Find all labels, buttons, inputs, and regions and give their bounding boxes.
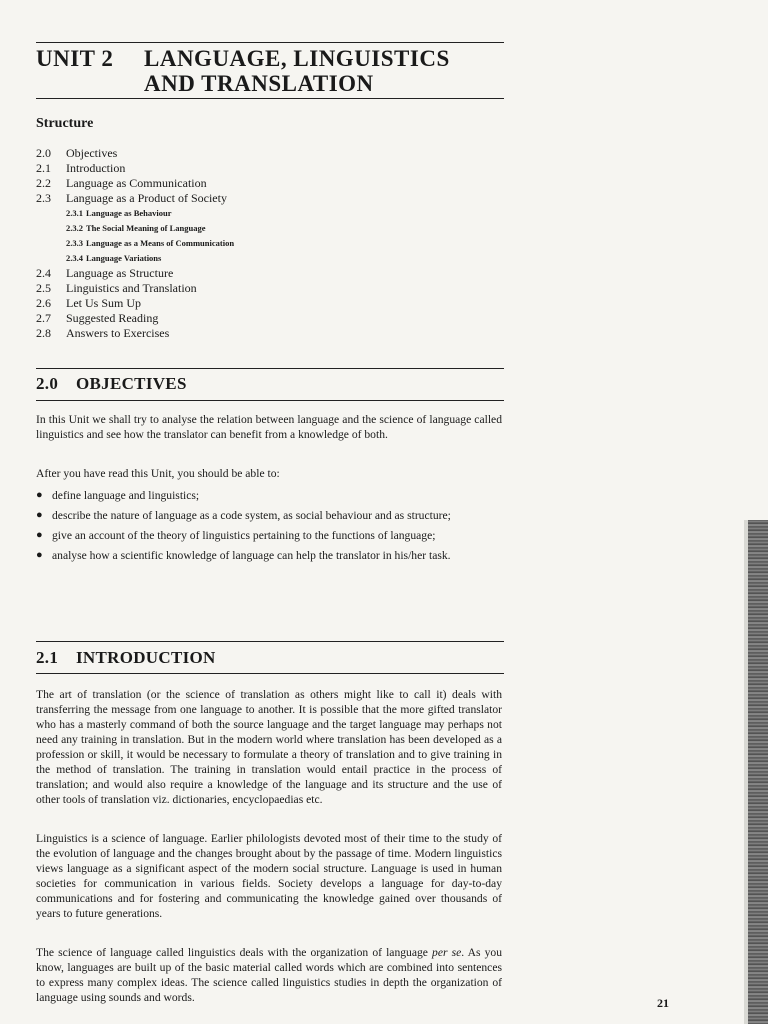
toc-title: Suggested Reading: [66, 311, 159, 325]
toc-number: 2.3.3: [66, 238, 83, 248]
toc-item: [36, 326, 456, 341]
unit-number: UNIT 2: [36, 46, 114, 71]
paragraph-text: . As you know, languages are built up of the basic material called words which are combined into sentences to express many complex ideas. The science called linguistics studies in depth the organization of language using sounds and words.: [36, 946, 502, 1004]
objectives-list: [36, 488, 502, 568]
objective-item: [36, 548, 502, 563]
toc-title: Language as a Product of Society: [66, 191, 227, 205]
toc-item: [36, 176, 456, 191]
italic-phrase: per se: [432, 946, 462, 959]
objective-text: give an account of the theory of linguistics pertaining to the functions of language;: [52, 529, 436, 542]
introduction-paragraph-1: The art of translation (or the science of translation as others might like to call it) deals with transferring the message from one language to another. It is possible that the more gifted translator who has a masterly command of both the source language and the target language may perhaps not need any training in translation. But in the modern world where translation has been developed as a profession or skill, it would be necessary to formulate a theory of translation and to give training in the method of translation. The training in translation would entail practice in the process of translation; and would also require a knowledge of the language and its structure and the use of other tools of translation viz. dictionaries, encyclopaedias etc.: [36, 688, 502, 806]
toc-number: 2.3.1: [66, 208, 83, 218]
bullet-icon: ●: [36, 549, 43, 561]
toc-item: [36, 191, 456, 206]
toc-title: Language as Communication: [66, 176, 207, 190]
objective-text: define language and linguistics;: [52, 489, 200, 502]
introduction-heading: [36, 648, 216, 668]
section-number: 2.0: [36, 374, 59, 393]
objective-item: [36, 528, 502, 543]
toc-subitem: [36, 206, 456, 221]
objective-item: [36, 508, 502, 523]
toc-number: 2.1: [36, 161, 51, 175]
objectives-underline: [36, 400, 504, 401]
toc-title: Language as a Means of Communication: [86, 238, 235, 248]
toc-number: 2.3: [36, 191, 51, 205]
structure-label: Structure: [36, 116, 94, 131]
toc-subitem: [36, 236, 456, 251]
toc-item: [36, 266, 456, 281]
objective-item: [36, 488, 502, 503]
toc-number: 2.3.2: [66, 223, 83, 233]
section-title: INTRODUCTION: [76, 648, 216, 667]
objectives-intro: In this Unit we shall try to analyse the relation between language and the science of language called linguistics and see how the translator can benefit from a knowledge of both.: [36, 413, 502, 441]
toc-title: Answers to Exercises: [66, 326, 170, 340]
toc-number: 2.6: [36, 296, 51, 310]
table-of-contents: [36, 146, 456, 341]
objectives-rule: [36, 368, 504, 369]
toc-item: [36, 311, 456, 326]
objective-text: describe the nature of language as a code system, as social behaviour and as structure;: [52, 509, 451, 522]
toc-item: [36, 146, 456, 161]
toc-title: Language as Behaviour: [86, 208, 172, 218]
toc-number: 2.8: [36, 326, 51, 340]
bullet-icon: ●: [36, 529, 43, 541]
objectives-heading: [36, 374, 187, 394]
unit-header-rule: [36, 98, 504, 99]
toc-number: 2.7: [36, 311, 51, 325]
toc-subitem: [36, 251, 456, 266]
section-number: 2.1: [36, 648, 59, 667]
bullet-icon: ●: [36, 509, 43, 521]
toc-number: 2.4: [36, 266, 51, 280]
toc-number: 2.0: [36, 146, 51, 160]
introduction-underline: [36, 673, 504, 674]
toc-title: Language Variations: [86, 253, 162, 263]
toc-title: Linguistics and Translation: [66, 281, 197, 295]
page-number: 21: [657, 996, 669, 1010]
toc-item: [36, 161, 456, 176]
toc-title: Introduction: [66, 161, 126, 175]
toc-title: Objectives: [66, 146, 118, 160]
toc-number: 2.2: [36, 176, 51, 190]
objective-text: analyse how a scientific knowledge of language can help the translator in his/her task.: [52, 549, 451, 562]
toc-title: Let Us Sum Up: [66, 296, 141, 310]
toc-item: [36, 296, 456, 311]
toc-number: 2.5: [36, 281, 51, 295]
toc-title: Language as Structure: [66, 266, 174, 280]
toc-subitem: [36, 221, 456, 236]
top-rule: [36, 42, 504, 43]
objectives-lead: After you have read this Unit, you should be able to:: [36, 467, 280, 480]
unit-title: LANGUAGE, LINGUISTICS AND TRANSLATION: [144, 46, 450, 96]
introduction-paragraph-2: Linguistics is a science of language. Earlier philologists devoted most of their time to the study of the evolution of language and the changes brought about by the passage of time. Modern linguistics views language as a significant aspect of the modern social structure. Language is used in human societies for communication in various fields. Society develops a language for day-to-day communications and for fostering and communicating the knowledge gained over thousands of years to future generations.: [36, 832, 502, 920]
introduction-rule: [36, 641, 504, 642]
toc-item: [36, 281, 456, 296]
paragraph-text: The science of language called linguistics deals with the organization of language: [36, 946, 433, 959]
page-edge-shadow: [744, 520, 768, 1024]
section-title: OBJECTIVES: [76, 374, 187, 393]
bullet-icon: ●: [36, 489, 43, 501]
toc-number: 2.3.4: [66, 253, 83, 263]
introduction-paragraph-3: [36, 945, 502, 1005]
toc-title: The Social Meaning of Language: [86, 223, 206, 233]
